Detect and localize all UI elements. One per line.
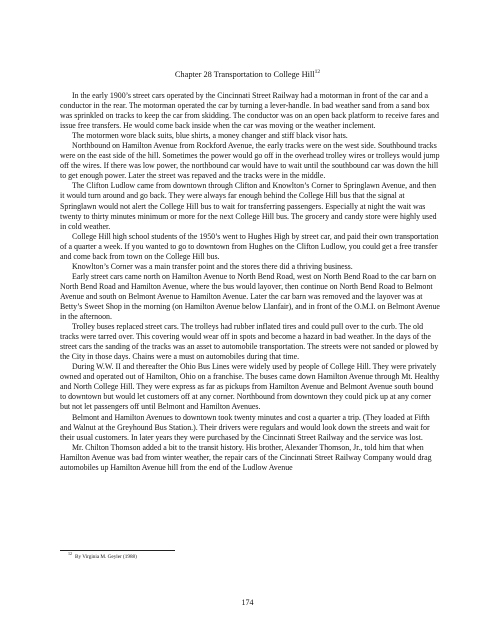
paragraph: During W.W. II and thereafter the Ohio Bus Lines were widely used by people of College Hill. They were privately owned and operated out of Hamilton, Ohio on a franchise. The buses came down Hamilton Avenue through Mt. Healthy and North College Hill. They were express as far as pickups from Hamilton Avenue and Belmont Avenue south bound to downtown but would let customers off at any corner. Northbound from downtown they could pick up at any corner but not let passengers off until Belmont and Hamilton Avenues. <box>60 362 440 412</box>
footnote-reference: 12 <box>314 69 321 76</box>
paragraph: Mr. Chilton Thomson added a bit to the transit history. His brother, Alexander Thomson, Jr., told him that when Hamilton Avenue was bad from winter weather, the repair cars of the Cincinnati Street Railway Company would drag automobiles up Hamilton Avenue hill from the end of the Ludlow Avenue <box>60 442 432 472</box>
paragraph: In the early 1900’s street cars operated by the Cincinnati Street Railway had a motorman in front of the car and a conductor in the rear. The motorman operated the car by turning a lever-handle. In bad weather sand from a sand box was sprinkled on tracks to keep the car from skidding. The conductor was on an open back platform to receive fares and issue free transfers. He would come back inside when the car was moving or the weather inclement. <box>60 91 439 131</box>
paragraph: The motormen wore black suits, blue shirts, a money changer and stiff black visor hats. <box>72 131 348 141</box>
page-number: 174 <box>241 598 254 607</box>
paragraph: Northbound on Hamilton Avenue from Rockford Avenue, the early tracks were on the west side. Southbound tracks were on the east side of the hill. Sometimes the power would go off in the overhead trolley wires or trolleys would jump off the wires. If there was low power, the northbound car would have to wait until the southbound car was down the hill to get enough power. Later the street was repaved and the tracks were in the middle. <box>60 141 440 181</box>
footnote <box>68 551 137 560</box>
paragraph: Knowlton’s Corner was a main transfer point and the stores there did a thriving business. <box>72 261 353 271</box>
footnote-number: 12 <box>68 551 72 557</box>
chapter-body <box>60 91 440 473</box>
paragraph: Early street cars came north on Hamilton Avenue to North Bend Road, west on North Bend Road to the car barn on North Bend Road and Hamilton Avenue, where the bus would layover, then continue on North Bend Road to Belmont Avenue and south on Belmont Avenue to Hamilton Avenue. Later the car barn was removed and the layover was at Betty’s Sweet Shop in the morning (on Hamilton Avenue below Llanfair), and in front of the O.M.I. on Belmont Avenue in the afternoon. <box>60 271 440 322</box>
paragraph: The Clifton Ludlow came from downtown through Clifton and Knowlton’s Corner to Springlawn Avenue, and then it would turn around and go back. They were always far enough behind the College Hill bus that the signal at Springlawn would not alert the College Hill bus to wait for transferring passengers. Especially at night the wait was twenty to thirty minutes minimum or more for the next College Hill bus. The grocery and candy store were highly used in cold weather. <box>60 181 437 231</box>
footnote-text: By Virginia M. Geyler (1988) <box>75 554 137 560</box>
chapter-title-text: Chapter 28 Transportation to College Hill <box>174 70 315 79</box>
paragraph: College Hill high school students of the 1950’s went to Hughes High by street car, and paid their own transportation of a quarter a week. If you wanted to go to downtown from Hughes on the Clifton Ludlow, you could get a free transfer and come back from town on the College Hill bus. <box>60 231 439 261</box>
footnote-divider <box>60 550 175 551</box>
paragraph: Belmont and Hamilton Avenues to downtown took twenty minutes and cost a quarter a trip. (They loaded at Fifth and Walnut at the Greyhound Bus Station.). Their drivers were regulars and would look down the streets and wait for their usual customers. In later years they were purchased by the Cincinnati Street Railway and the service was lost. <box>60 412 430 442</box>
paragraph: Trolley buses replaced street cars. The trolleys had rubber inflated tires and could pull over to the curb. The old tracks were tarred over. This covering would wear off in spots and become a hazard in bad weather. In the days of the street cars the sanding of the tracks was an asset to automobile transportation. The streets were not sanded or plowed by the City in those days. Chains were a must on automobiles during that time. <box>60 322 439 362</box>
chapter-title <box>0 70 495 79</box>
